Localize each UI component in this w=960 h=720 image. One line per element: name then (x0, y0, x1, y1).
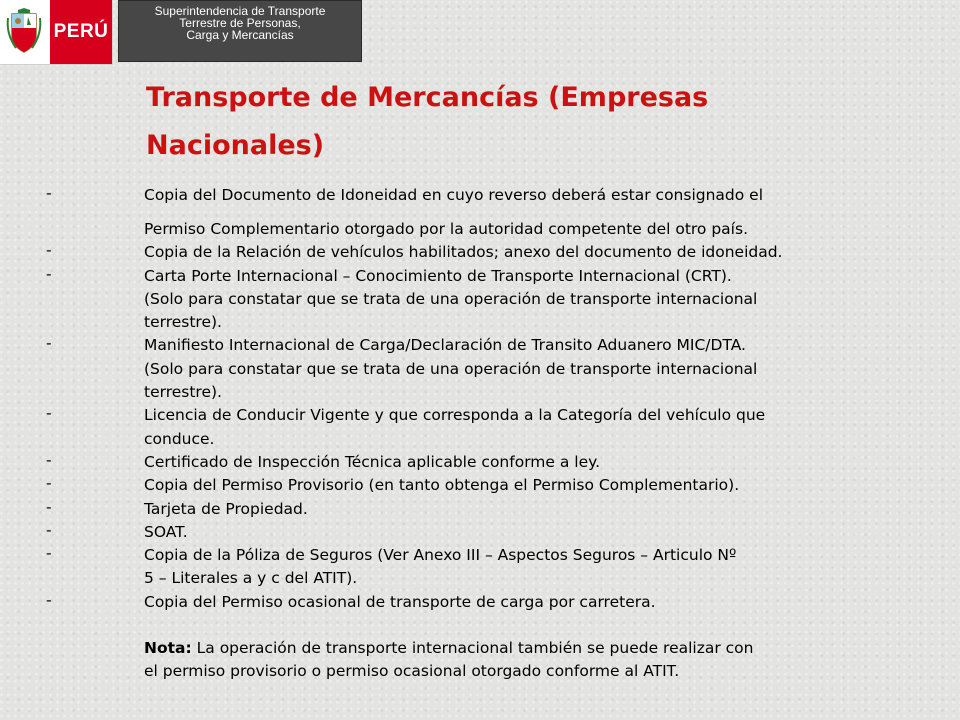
requirements-list (0, 184, 960, 684)
list-item (0, 521, 960, 544)
list-item (0, 404, 960, 451)
bullet-dash: - (46, 474, 52, 493)
list-item (0, 591, 960, 614)
bullet-dash: - (46, 544, 52, 563)
item-line: 5 – Literales a y c del ATIT). (144, 569, 358, 588)
item-line: Copia del Permiso Provisorio (en tanto obtenga el Permiso Complementario). (144, 476, 740, 495)
title-line: Transporte de Mercancías (Empresas (146, 82, 709, 113)
bullet-dash: - (46, 404, 52, 423)
bullet-dash: - (46, 334, 52, 353)
item-line: terrestre). (144, 383, 222, 402)
bullet-dash: - (46, 264, 52, 283)
agency-line: Superintendencia de Transporte (154, 4, 326, 18)
item-line: terrestre). (144, 313, 222, 332)
note-text: La operación de transporte internacional también se puede realizar con (191, 639, 754, 658)
peru-logo-text: PERÚ (53, 21, 109, 42)
bullet-dash: - (46, 520, 52, 539)
item-line: Carta Porte Internacional – Conocimiento de Transporte Internacional (CRT). (144, 266, 732, 285)
item-line: Tarjeta de Propiedad. (144, 499, 308, 518)
note-line: el permiso provisorio o permiso ocasional otorgado conforme al ATIT. (144, 662, 680, 681)
list-item (0, 451, 960, 474)
coat-of-arms-icon (6, 8, 42, 54)
list-item (0, 474, 960, 497)
item-line: SOAT. (144, 522, 188, 541)
page-title (146, 74, 846, 170)
peru-brand-block (50, 0, 112, 64)
item-line: Copia de la Relación de vehículos habilitados; anexo del documento de idoneidad. (144, 243, 783, 262)
title-line: Nacionales) (146, 130, 325, 161)
bullet-dash: - (46, 184, 52, 202)
note-line (144, 637, 944, 660)
item-line: (Solo para constatar que se trata de una operación de transporte internacional (144, 359, 758, 378)
bullet-dash: - (46, 450, 52, 469)
item-line: Copia de la Póliza de Seguros (Ver Anexo III – Aspectos Seguros – Articulo Nº (144, 546, 737, 565)
item-line: conduce. (144, 429, 215, 448)
item-line: Certificado de Inspección Técnica aplicable conforme a ley. (144, 452, 601, 471)
note-label: Nota: (144, 639, 192, 658)
list-item (0, 265, 960, 335)
note-block (0, 637, 960, 684)
agency-line: Carga y Mercancías (186, 28, 294, 42)
spacer (0, 614, 960, 637)
list-item (0, 334, 960, 404)
bullet-dash: - (46, 241, 52, 260)
agency-name-box (118, 0, 362, 62)
item-line: Licencia de Conducir Vigente y que corresponda a la Categoría del vehículo que (144, 406, 766, 425)
item-line: Manifiesto Internacional de Carga/Declaración de Transito Aduanero MIC/DTA. (144, 336, 746, 355)
list-item (0, 544, 960, 591)
item-line: Copia del Permiso ocasional de transporte de carga por carretera. (144, 592, 656, 611)
item-line: Copia del Documento de Idoneidad en cuyo reverso deberá estar consignado el (144, 186, 764, 204)
list-item (0, 184, 960, 241)
list-item (0, 241, 960, 264)
bullet-dash: - (46, 497, 52, 516)
bullet-dash: - (46, 590, 52, 609)
peru-logo (0, 0, 113, 65)
item-line: (Solo para constatar que se trata de una operación de transporte internacional (144, 289, 758, 308)
list-item (0, 498, 960, 521)
agency-line: Terrestre de Personas, (179, 16, 301, 30)
item-line: Permiso Complementario otorgado por la autoridad competente del otro país. (144, 220, 748, 238)
